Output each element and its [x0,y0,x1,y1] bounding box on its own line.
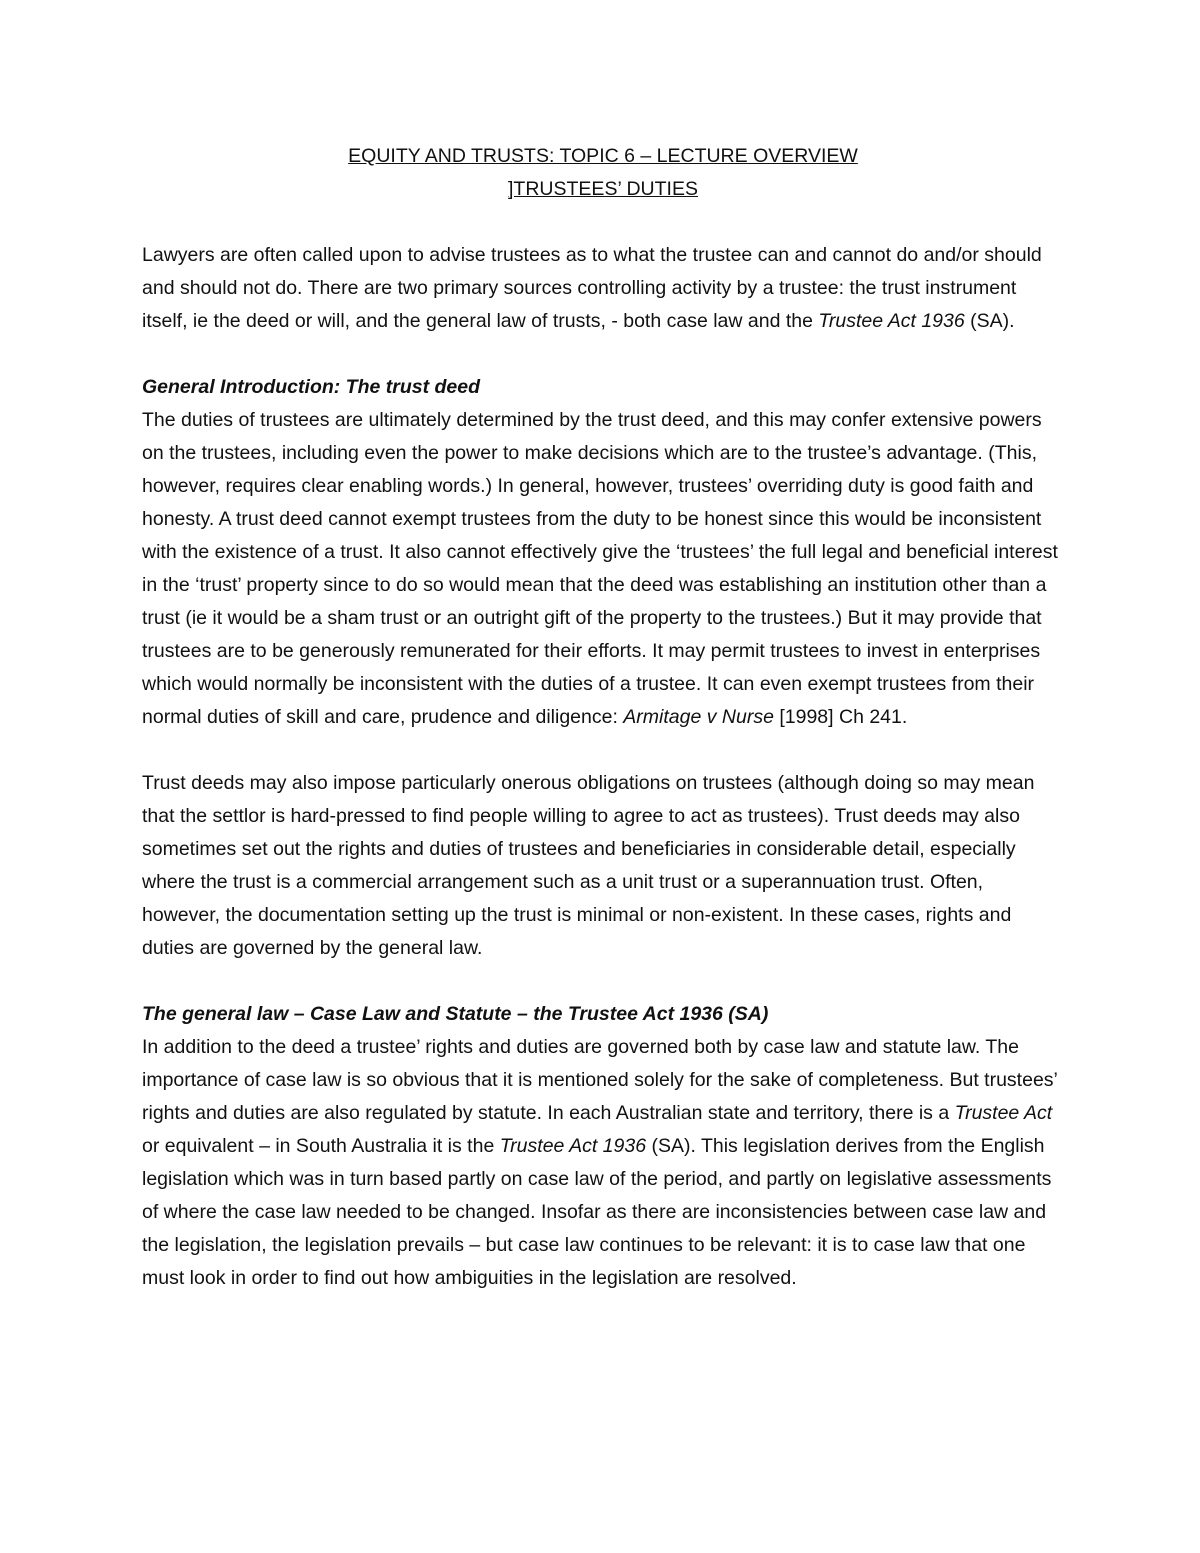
document-subtitle: ]TRUSTEES’ DUTIES [508,178,698,200]
general-law-text-3: (SA). This legislation derives from the English legislation which was in turn based partly on case law of the period, and partly on legislative assessments of where the case law needed to be changed. Insofar as there are inconsistencies between case law and the legislation, the legislation prevails – but case law continues to be relevant: it is to case law that one must look in order to find out how ambiguities in the legislation are resolved. [142,1135,1052,1289]
document-body [142,140,1064,1295]
section-heading-trust-deed: General Introduction: The trust deed [142,376,481,398]
general-law-paragraph [142,1031,1064,1295]
spacer [142,206,1064,239]
trust-deed-text-2: [1998] Ch 241. [773,706,908,728]
general-law-text-2: or equivalent – in South Australia it is the [142,1135,500,1157]
document-title: EQUITY AND TRUSTS: TOPIC 6 – LECTURE OVERVIEW [348,145,858,167]
spacer [142,338,1064,371]
case-name-armitage: Armitage v Nurse [623,706,774,728]
intro-text-2: (SA). [964,310,1015,332]
intro-paragraph [142,239,1064,338]
section-heading-general-law: The general law – Case Law and Statute – the Trustee Act 1936 (SA) [142,1003,769,1025]
intro-statute-name: Trustee Act 1936 [818,310,965,332]
general-law-text-1: In addition to the deed a trustee’ rights and duties are governed both by case law and statute law. The importance of case law is so obvious that it is mentioned solely for the sake of completeness. But trustees’ rights and duties are also regulated by statute. In each Australian state and territory, there is a [142,1036,1058,1124]
trust-deed-text-1: The duties of trustees are ultimately determined by the trust deed, and this may confer extensive powers on the trustees, including even the power to make decisions which are to the trustee’s advantage. (This, however, requires clear enabling words.) In general, however, trustees’ overriding duty is good faith and honesty. A trust deed cannot exempt trustees from the duty to be honest since this would be inconsistent with the existence of a trust. It also cannot effectively give the ‘trustees’ the full legal and beneficial interest in the ‘trust’ property since to do so would mean that the deed was establishing an institution other than a trust (ie it would be a sham trust or an outright gift of the property to the trustees.) But it may provide that trustees are to be generously remunerated for their efforts. It may permit trustees to invest in enterprises which would normally be inconsistent with the duties of a trustee. It can even exempt trustees from their normal duties of skill and care, prudence and diligence: [142,409,1058,728]
intro-text-1: Lawyers are often called upon to advise trustees as to what the trustee can and cannot do and/or should and should not do. There are two primary sources controlling activity by a trustee: the trust instrument itself, ie the deed or will, and the general law of trusts, - both case law and the [142,244,1042,332]
statute-name-trustee-act-1936: Trustee Act 1936 [499,1135,647,1157]
trust-deed-paragraph-1 [142,404,1064,734]
statute-name-trustee-act: Trustee Act [954,1102,1053,1124]
spacer [142,965,1064,998]
spacer [142,734,1064,767]
trust-deed-paragraph-2: Trust deeds may also impose particularly onerous obligations on trustees (although doing so may mean that the settlor is hard-pressed to find people willing to agree to act as trustees). Trust deeds may also sometimes set out the rights and duties of trustees and beneficiaries in considerable detail, especially where the trust is a commercial arrangement such as a unit trust or a superannuation trust. Often, however, the documentation setting up the trust is minimal or non-existent. In these cases, rights and duties are governed by the general law. [142,772,1035,959]
